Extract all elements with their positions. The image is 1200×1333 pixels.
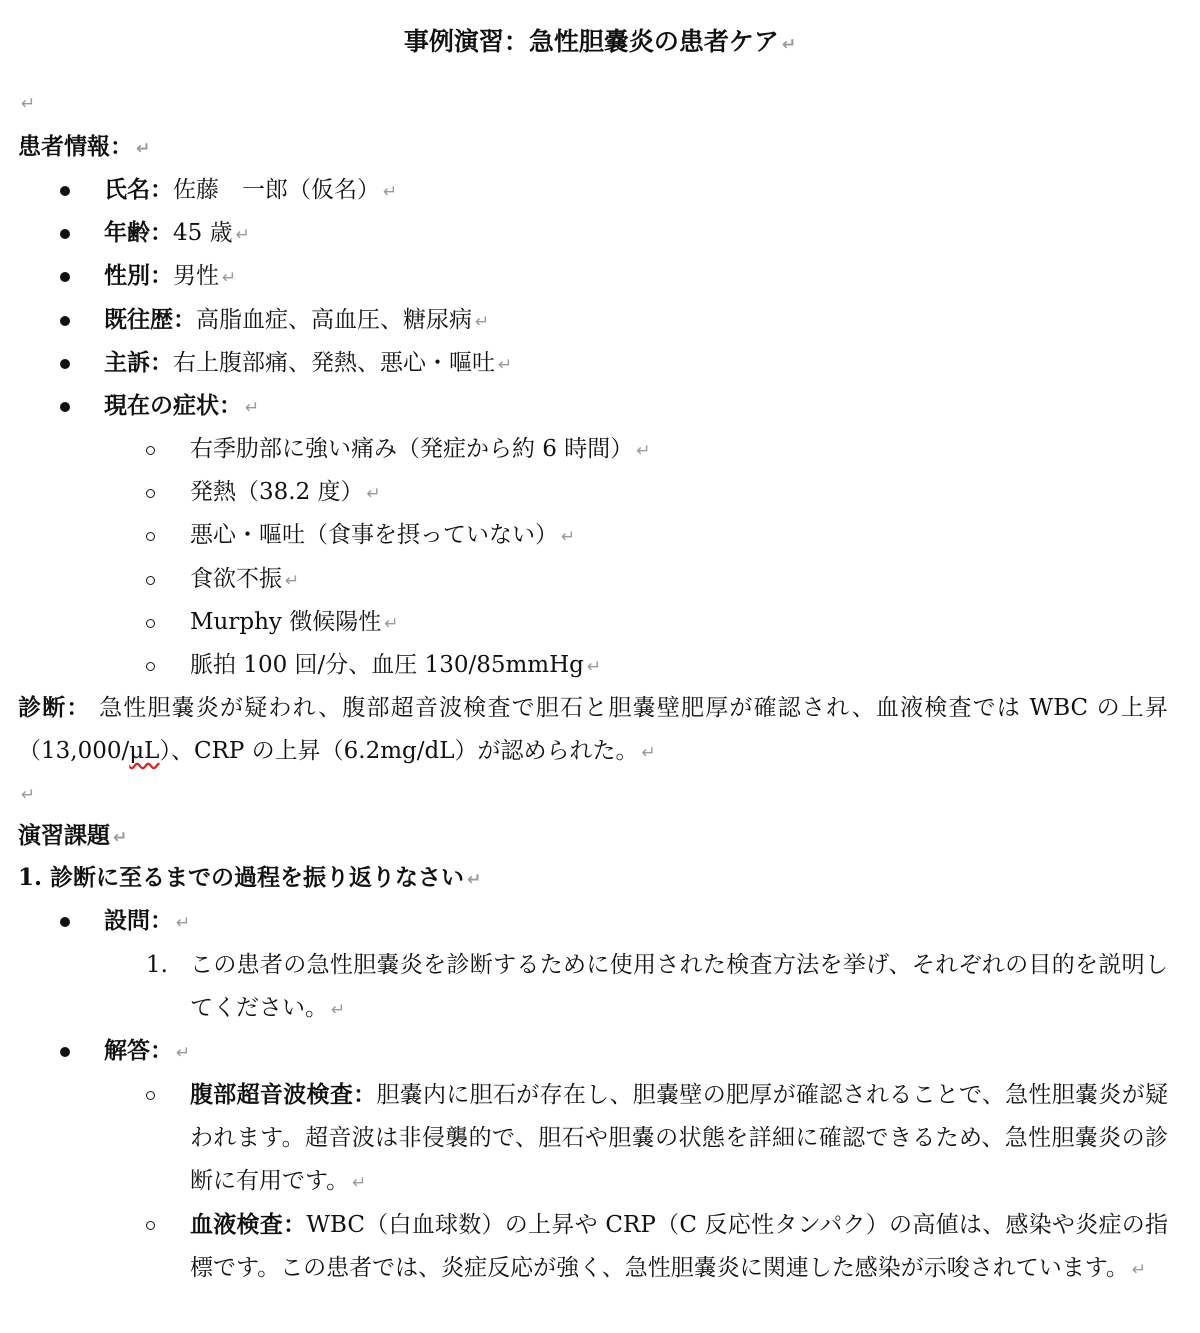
paragraph-mark: ↵ bbox=[136, 139, 151, 159]
sub-bullet-icon bbox=[146, 532, 155, 541]
bullet-icon bbox=[60, 402, 70, 412]
diagnosis-paragraph: 診断： 急性胆嚢炎が疑われ、腹部超音波検査で胆石と胆嚢壁肥厚が確認され、血液検査では WBC の上昇（13,000/μL）、CRP の上昇（6.2mg/dL）が認められた。 ↵ bbox=[18, 694, 1169, 764]
patient-item-name: 氏名：佐藤 一郎（仮名） ↵ bbox=[104, 176, 398, 203]
title-text: 事例演習：急性胆嚢炎の患者ケア bbox=[403, 27, 779, 56]
symptom-item: Murphy 徴候陽性 ↵ bbox=[190, 609, 399, 635]
question-text: この患者の急性胆嚢炎を診断するために使用された検査方法を挙げ、それぞれの目的を説明してください。 ↵ bbox=[190, 952, 1168, 1021]
spellcheck-mark: μL bbox=[129, 738, 160, 764]
bullet-icon bbox=[60, 1047, 70, 1057]
paragraph-mark: ↵ bbox=[781, 35, 797, 55]
patient-item-symptoms: 現在の症状： ↵ bbox=[104, 392, 260, 419]
symptom-item: 脈拍 100 回/分、血圧 130/85mmHg ↵ bbox=[190, 652, 602, 678]
sub-bullet-icon bbox=[146, 489, 155, 498]
question-label: 設問： ↵ bbox=[104, 907, 191, 934]
bullet-icon bbox=[60, 229, 70, 239]
answer-ultrasound: 腹部超音波検査：胆嚢内に胆石が存在し、胆嚢壁の肥厚が確認されることで、急性胆嚢炎が疑われます。超音波は非侵襲的で、胆石や胆嚢の状態を詳細に確認できるため、急性胆嚢炎の診断に有用です。 ↵ bbox=[190, 1081, 1169, 1194]
sub-bullet-icon bbox=[146, 1221, 155, 1230]
sub-bullet-icon bbox=[146, 1091, 155, 1100]
symptom-item: 発熱（38.2 度） ↵ bbox=[190, 479, 381, 505]
patient-heading: 患者情報： ↵ bbox=[18, 133, 151, 160]
patient-item-sex: 性別：男性 ↵ bbox=[104, 262, 237, 289]
bullet-icon bbox=[60, 359, 70, 369]
empty-paragraph: ↵ bbox=[21, 785, 36, 805]
answer-label: 解答： ↵ bbox=[104, 1037, 191, 1064]
symptom-item: 悪心・嘔吐（食事を摂っていない） ↵ bbox=[190, 522, 576, 548]
symptom-item: 食欲不振 ↵ bbox=[190, 566, 300, 592]
empty-paragraph bbox=[18, 82, 35, 124]
exercise-heading: 演習課題 ↵ bbox=[18, 822, 128, 849]
sub-bullet-icon bbox=[146, 446, 155, 455]
sub-bullet-icon bbox=[146, 662, 155, 671]
sub-bullet-icon bbox=[146, 619, 155, 628]
bullet-icon bbox=[60, 917, 70, 927]
bullet-icon bbox=[60, 186, 70, 196]
symptom-item: 右季肋部に強い痛み（発症から約 6 時間） ↵ bbox=[190, 436, 651, 462]
paragraph-mark: ↵ bbox=[21, 94, 36, 114]
question1-title: 1. 診断に至るまでの過程を振り返りなさい ↵ bbox=[18, 864, 482, 891]
question-number: 1. bbox=[146, 952, 168, 978]
patient-item-age: 年齢：45 歳 ↵ bbox=[104, 219, 250, 246]
sub-bullet-icon bbox=[146, 576, 155, 585]
bullet-icon bbox=[60, 316, 70, 326]
answer-blood-test: 血液検査：WBC（白血球数）の上昇や CRP（C 反応性タンパク）の高値は、感染や炎症の指標です。この患者では、炎症反応が強く、急性胆嚢炎に関連した感染が示唆されています。 ↵ bbox=[190, 1211, 1168, 1281]
patient-item-complaint: 主訴：右上腹部痛、発熱、悪心・嘔吐 ↵ bbox=[104, 349, 513, 376]
bullet-icon bbox=[60, 272, 70, 282]
patient-item-history: 既往歴：高脂血症、高血圧、糖尿病 ↵ bbox=[104, 306, 490, 333]
document-title bbox=[0, 22, 1200, 65]
